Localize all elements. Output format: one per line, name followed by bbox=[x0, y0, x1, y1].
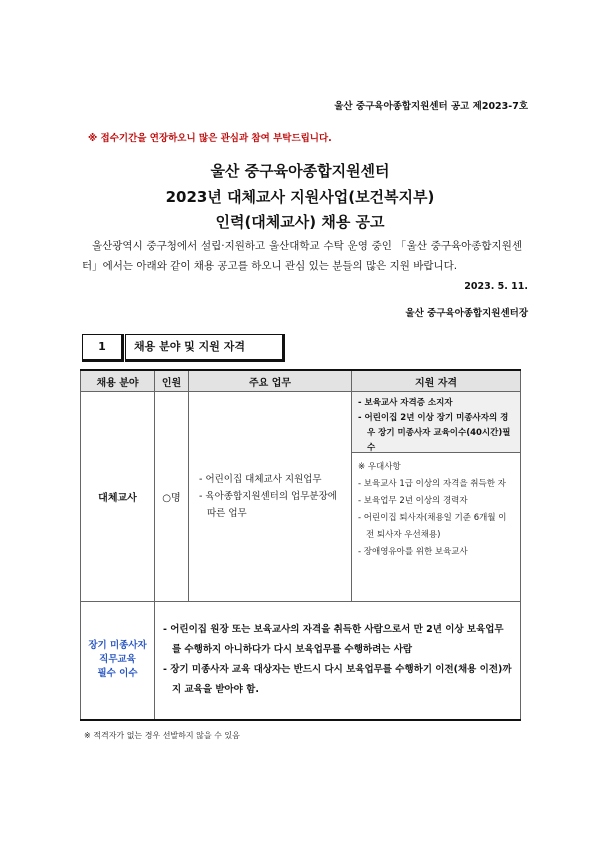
list-item: - 어린이집 퇴사자(채용일 기준 6개월 이전 퇴사자 우선채용) bbox=[358, 513, 507, 540]
requirements-box bbox=[352, 392, 520, 453]
header-headcount: 인원 bbox=[155, 370, 189, 392]
section-number: 1 bbox=[82, 334, 124, 362]
header-qualifications: 지원 자격 bbox=[352, 370, 521, 392]
mandatory-training-text bbox=[155, 602, 521, 720]
list-item: - 장기 미종사자 교육 대상자는 반드시 다시 보육업무를 수행하기 이전(채용 이전)까지 교육을 받아야 함. bbox=[163, 664, 512, 696]
mandatory-label-line: 필수 이수 bbox=[97, 668, 138, 680]
list-item: - 어린이집 대체교사 지원업무 bbox=[199, 474, 322, 485]
footnote: ※ 적격자가 없는 경우 선발하지 않을 수 있음 bbox=[84, 731, 240, 740]
qualifications-cell bbox=[352, 392, 521, 602]
list-item: - 육아종합지원센터의 업무분장에 따른 업무 bbox=[199, 491, 337, 519]
center-title: 울산 중구육아종합지원센터 bbox=[210, 162, 390, 180]
duties-cell bbox=[189, 392, 352, 602]
section-title: 채용 분야 및 지원 자격 bbox=[125, 334, 285, 362]
table-row bbox=[81, 602, 521, 720]
preferences-box bbox=[352, 453, 520, 567]
field-cell: 대체교사 bbox=[81, 392, 155, 602]
program-title: 2023년 대체교사 지원사업(보건복지부) bbox=[165, 188, 435, 206]
notice-number: 울산 중구육아종합지원센터 공고 제2023-7호 bbox=[334, 101, 528, 112]
notice-date: 2023. 5. 11. bbox=[464, 281, 528, 292]
headcount-cell: ○명 bbox=[155, 392, 189, 602]
list-item: - 어린이집 원장 또는 보육교사의 자격을 취득한 사람으로서 만 2년 이상 보육업무를 수행하지 아니하다가 다시 보육업무를 수행하려는 사람 bbox=[163, 624, 504, 656]
extension-notice: ※ 접수기간을 연장하오니 많은 관심과 참여 부탁드립니다. bbox=[88, 133, 332, 144]
intro-paragraph: 울산광역시 중구청에서 설립·지원하고 울산대학교 수탁 운영 중인 「울산 중구육아종합지원센터」에서는 아래와 같이 채용 공고를 하오니 관심 있는 분들의 많은 지원 바랍니다. bbox=[82, 240, 522, 272]
mandatory-label-line: 직무교육 bbox=[99, 654, 136, 666]
list-item: - 어린이집 2년 이상 장기 미종사자의 경우 장기 미종사자 교육이수(40시간)필수 bbox=[358, 413, 511, 453]
list-item: - 장애영유아를 위한 보육교사 bbox=[358, 547, 468, 557]
recruitment-title: 인력(대체교사) 채용 공고 bbox=[215, 213, 385, 231]
list-item: - 보육교사 자격증 소지자 bbox=[358, 398, 453, 408]
signer: 울산 중구육아종합지원센터장 bbox=[405, 308, 528, 319]
list-item: - 보육업무 2년 이상의 경력자 bbox=[358, 496, 468, 506]
table-header-row bbox=[81, 370, 521, 392]
list-item: - 보육교사 1급 이상의 자격을 취득한 자 bbox=[358, 479, 506, 489]
table-row bbox=[81, 392, 521, 602]
mandatory-label-line: 장기 미종사자 bbox=[88, 640, 147, 652]
preferences-title: ※ 우대사항 bbox=[358, 462, 401, 472]
recruitment-table bbox=[80, 369, 521, 721]
mandatory-training-label bbox=[81, 602, 155, 720]
header-duties: 주요 업무 bbox=[189, 370, 352, 392]
header-field: 채용 분야 bbox=[81, 370, 155, 392]
